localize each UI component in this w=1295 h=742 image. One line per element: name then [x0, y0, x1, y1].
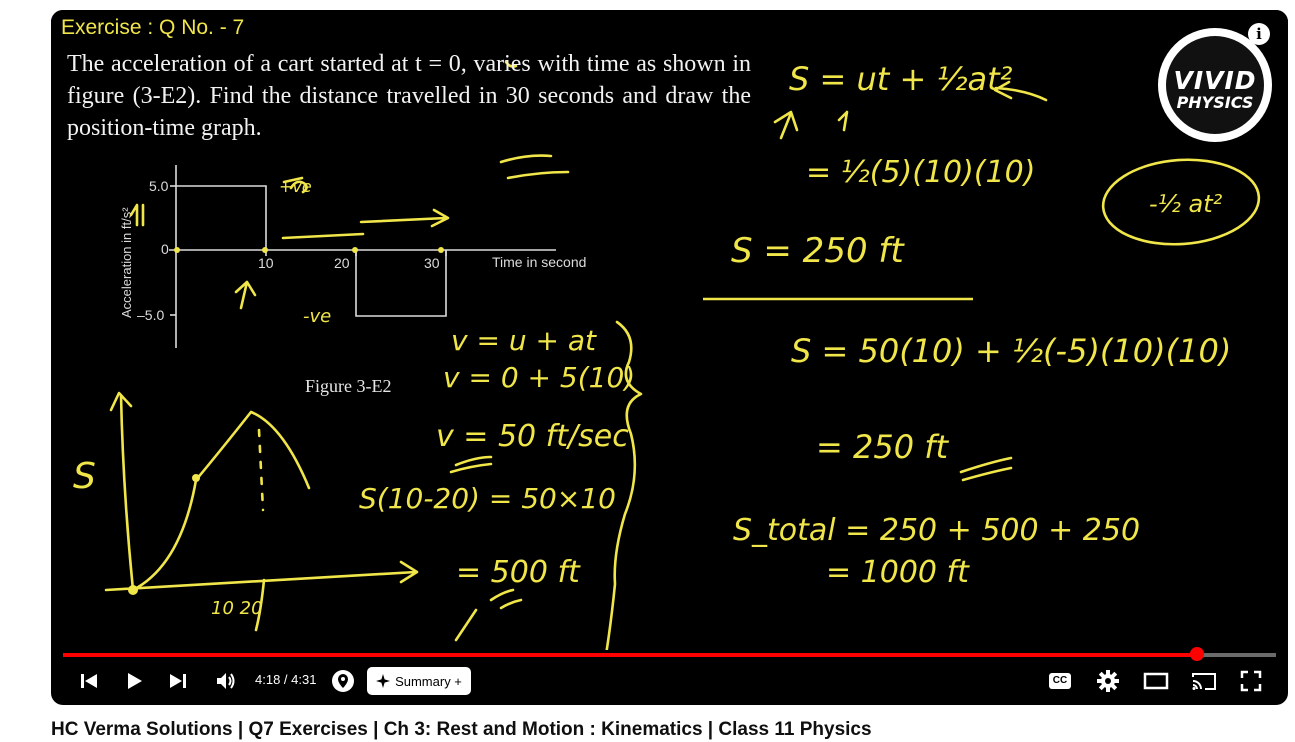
video-frame[interactable]: [51, 10, 1288, 650]
skip-previous-icon: [79, 672, 99, 690]
exercise-label: Exercise : Q No. - 7: [61, 16, 245, 39]
play-button[interactable]: [122, 668, 146, 694]
eq-mid-1: v = u + at: [451, 324, 596, 357]
summary-button[interactable]: [367, 667, 471, 695]
eq-mid-2: v = 0 + 5(10): [443, 361, 636, 394]
eq-right-4: S = 50(10) + ½(-5)(10)(10): [791, 332, 1232, 370]
channel-logo-inner: [1166, 36, 1264, 134]
gear-icon: [1097, 670, 1119, 692]
eq-right-1: S = ut + ½at²: [789, 60, 1013, 98]
t-marks: 10 20: [211, 598, 263, 619]
captions-icon: CC: [1049, 673, 1071, 689]
eq-right-3: S = 250 ft: [731, 231, 904, 271]
channel-logo: [1158, 28, 1272, 142]
progress-fill: [63, 653, 1197, 657]
fullscreen-icon: [1240, 670, 1262, 692]
graph-xtick-30: 30: [424, 255, 440, 271]
graph-xtick-20: 20: [334, 255, 350, 271]
graph-ytick-0: 0: [161, 241, 169, 257]
skip-next-button[interactable]: [166, 668, 190, 694]
eq-right-2: = ½(5)(10)(10): [806, 155, 1036, 190]
plus-ve-note: +ve: [279, 177, 312, 196]
video-title[interactable]: HC Verma Solutions | Q7 Exercises | Ch 3: Rest and Motion : Kinematics | Class 11 Physics: [51, 719, 872, 740]
time-display: 4:18 / 4:31: [255, 672, 317, 687]
fullscreen-button[interactable]: [1239, 668, 1263, 694]
eq-right-7: = 1000 ft: [826, 555, 969, 590]
progress-scrubber[interactable]: [1190, 647, 1204, 661]
eq-mid-3: v = 50 ft/sec: [436, 419, 629, 454]
logo-text-physics: PHYSICS: [1176, 93, 1254, 112]
cast-button[interactable]: [1190, 668, 1218, 694]
volume-icon: [215, 671, 237, 691]
skip-next-icon: [168, 672, 188, 690]
theater-mode-icon: [1143, 672, 1169, 690]
video-player[interactable]: [51, 10, 1288, 705]
graph-xtick-10: 10: [258, 255, 274, 271]
theater-mode-button[interactable]: [1142, 668, 1170, 694]
captions-button[interactable]: [1047, 668, 1073, 694]
sparkle-icon: [376, 674, 390, 688]
summary-label: Summary +: [395, 673, 462, 689]
settings-button[interactable]: [1095, 668, 1121, 694]
cast-icon: [1191, 671, 1217, 691]
minus-ve-note: -ve: [303, 306, 332, 327]
eq-right-5: = 250 ft: [816, 428, 949, 466]
play-icon: [124, 671, 144, 691]
info-icon[interactable]: i: [1248, 23, 1270, 45]
graph-ytick-5: 5.0: [149, 178, 169, 194]
underline-250: [961, 458, 1011, 480]
eq-right-6: S_total = 250 + 500 + 250: [733, 513, 1141, 548]
graph-ylabel: Acceleration in ft/s²: [119, 207, 134, 318]
logo-text-vivid: VIVID: [1173, 66, 1257, 95]
skip-previous-button[interactable]: [77, 668, 101, 694]
eq-mid-4: S(10-20) = 50×10: [359, 482, 616, 515]
graph-xlabel: Time in second: [492, 254, 587, 270]
s-axis-label: S: [73, 456, 96, 497]
location-pin-icon: [331, 669, 355, 693]
question-text: The acceleration of a cart started at t = 0, varies with time as shown in figure (3-E2). Find the distance travelled in 30 seconds and draw the position-time graph.: [67, 51, 751, 141]
progress-bar[interactable]: [63, 653, 1276, 657]
circled-note: -½ at²: [1149, 190, 1223, 218]
eq-mid-5: = 500 ft: [456, 555, 580, 590]
figure-caption: Figure 3-E2: [305, 376, 392, 396]
graph-ytick-neg5: –5.0: [137, 307, 165, 323]
location-button[interactable]: [330, 668, 356, 694]
volume-button[interactable]: [213, 668, 239, 694]
